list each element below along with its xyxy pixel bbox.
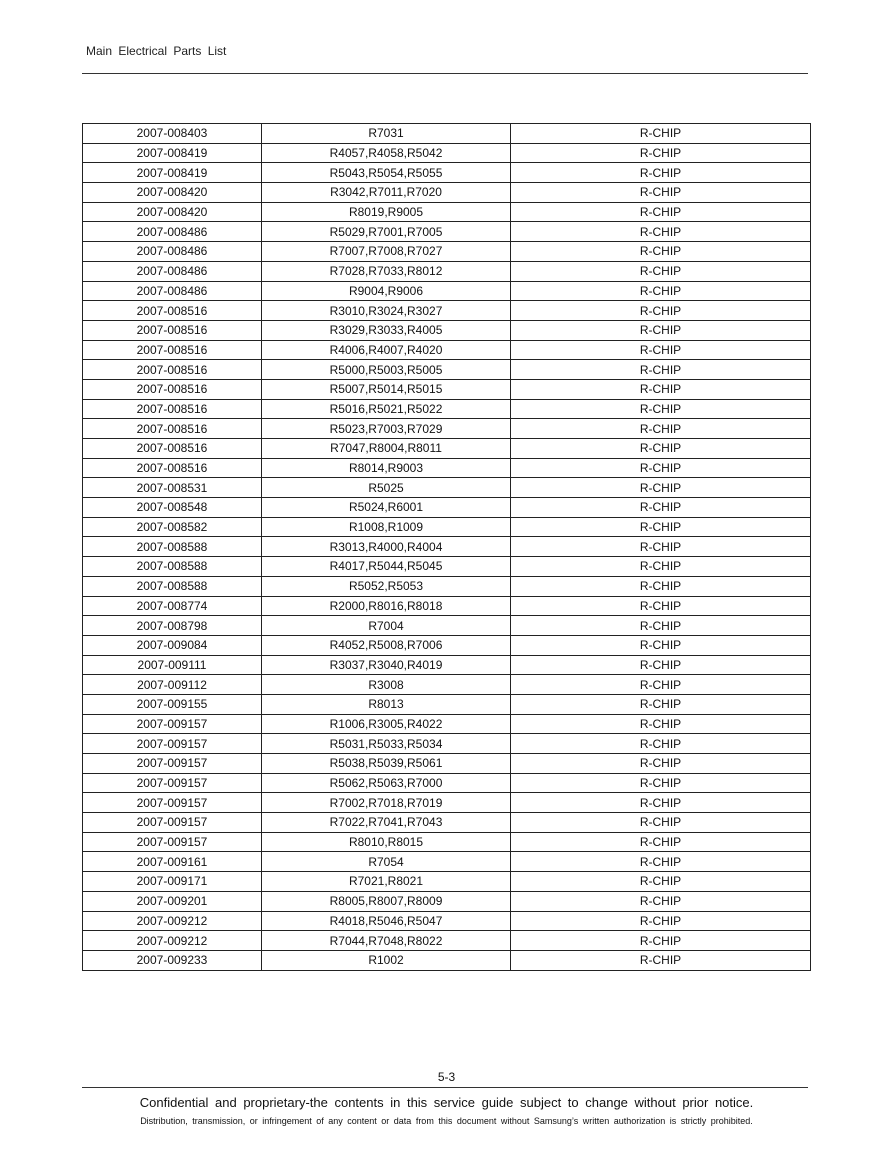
table-row — [83, 478, 811, 498]
description-cell: R-CHIP — [511, 261, 811, 281]
table-row — [83, 872, 811, 892]
part-number-cell: 2007-009157 — [83, 832, 262, 852]
location-cell: R4017,R5044,R5045 — [262, 557, 511, 577]
location-cell: R4052,R5008,R7006 — [262, 635, 511, 655]
description-cell: R-CHIP — [511, 478, 811, 498]
table-row — [83, 675, 811, 695]
part-number-cell: 2007-008516 — [83, 360, 262, 380]
part-number-cell: 2007-008486 — [83, 222, 262, 242]
table-row — [83, 163, 811, 183]
part-number-cell: 2007-009157 — [83, 754, 262, 774]
description-cell: R-CHIP — [511, 950, 811, 970]
description-cell: R-CHIP — [511, 635, 811, 655]
part-number-cell: 2007-008588 — [83, 537, 262, 557]
table-row — [83, 419, 811, 439]
description-cell: R-CHIP — [511, 734, 811, 754]
description-cell: R-CHIP — [511, 911, 811, 931]
part-number-cell: 2007-008420 — [83, 202, 262, 222]
table-row — [83, 517, 811, 537]
location-cell: R4057,R4058,R5042 — [262, 143, 511, 163]
part-number-cell: 2007-009233 — [83, 950, 262, 970]
description-cell: R-CHIP — [511, 183, 811, 203]
description-cell: R-CHIP — [511, 537, 811, 557]
part-number-cell: 2007-008516 — [83, 379, 262, 399]
part-number-cell: 2007-009111 — [83, 655, 262, 675]
confidential-notice: Confidential and proprietary-the contents in this service guide subject to change without prior notice. — [139, 1095, 754, 1110]
table-row — [83, 635, 811, 655]
page-number: 5-3 — [437, 1070, 456, 1084]
table-row — [83, 950, 811, 970]
location-cell: R8019,R9005 — [262, 202, 511, 222]
location-cell: R1006,R3005,R4022 — [262, 714, 511, 734]
description-cell: R-CHIP — [511, 694, 811, 714]
table-row — [83, 813, 811, 833]
location-cell: R5043,R5054,R5055 — [262, 163, 511, 183]
part-number-cell: 2007-008516 — [83, 399, 262, 419]
description-cell: R-CHIP — [511, 320, 811, 340]
table-row — [83, 281, 811, 301]
part-number-cell: 2007-008516 — [83, 340, 262, 360]
table-row — [83, 498, 811, 518]
location-cell: R3013,R4000,R4004 — [262, 537, 511, 557]
table-row — [83, 537, 811, 557]
part-number-cell: 2007-008588 — [83, 557, 262, 577]
table-row — [83, 714, 811, 734]
table-row — [83, 379, 811, 399]
table-row — [83, 754, 811, 774]
description-cell: R-CHIP — [511, 813, 811, 833]
location-cell: R7031 — [262, 124, 511, 144]
description-cell: R-CHIP — [511, 754, 811, 774]
table-row — [83, 222, 811, 242]
location-cell: R7047,R8004,R8011 — [262, 439, 511, 459]
location-cell: R3008 — [262, 675, 511, 695]
location-cell: R7022,R7041,R7043 — [262, 813, 511, 833]
table-row — [83, 911, 811, 931]
description-cell: R-CHIP — [511, 281, 811, 301]
part-number-cell: 2007-009112 — [83, 675, 262, 695]
table-row — [83, 694, 811, 714]
part-number-cell: 2007-008420 — [83, 183, 262, 203]
location-cell: R7007,R7008,R7027 — [262, 242, 511, 262]
table-row — [83, 439, 811, 459]
table-row — [83, 596, 811, 616]
description-cell: R-CHIP — [511, 202, 811, 222]
table-row — [83, 734, 811, 754]
description-cell: R-CHIP — [511, 891, 811, 911]
location-cell: R2000,R8016,R8018 — [262, 596, 511, 616]
description-cell: R-CHIP — [511, 557, 811, 577]
location-cell: R7002,R7018,R7019 — [262, 793, 511, 813]
footer-divider — [82, 1087, 808, 1088]
table-row — [83, 202, 811, 222]
table-row — [83, 891, 811, 911]
part-number-cell: 2007-008516 — [83, 458, 262, 478]
location-cell: R3037,R3040,R4019 — [262, 655, 511, 675]
part-number-cell: 2007-009155 — [83, 694, 262, 714]
location-cell: R3042,R7011,R7020 — [262, 183, 511, 203]
description-cell: R-CHIP — [511, 872, 811, 892]
part-number-cell: 2007-009161 — [83, 852, 262, 872]
part-number-cell: 2007-008531 — [83, 478, 262, 498]
part-number-cell: 2007-008516 — [83, 320, 262, 340]
table-row — [83, 261, 811, 281]
description-cell: R-CHIP — [511, 596, 811, 616]
table-row — [83, 242, 811, 262]
part-number-cell: 2007-009157 — [83, 734, 262, 754]
page-header-title: Main Electrical Parts List — [86, 44, 227, 58]
part-number-cell: 2007-009157 — [83, 793, 262, 813]
part-number-cell: 2007-008419 — [83, 143, 262, 163]
parts-table — [82, 123, 811, 971]
description-cell: R-CHIP — [511, 498, 811, 518]
location-cell: R8014,R9003 — [262, 458, 511, 478]
description-cell: R-CHIP — [511, 222, 811, 242]
part-number-cell: 2007-008486 — [83, 242, 262, 262]
description-cell: R-CHIP — [511, 143, 811, 163]
description-cell: R-CHIP — [511, 399, 811, 419]
description-cell: R-CHIP — [511, 301, 811, 321]
location-cell: R4018,R5046,R5047 — [262, 911, 511, 931]
description-cell: R-CHIP — [511, 773, 811, 793]
location-cell: R1002 — [262, 950, 511, 970]
part-number-cell: 2007-008419 — [83, 163, 262, 183]
part-number-cell: 2007-008588 — [83, 576, 262, 596]
part-number-cell: 2007-008774 — [83, 596, 262, 616]
location-cell: R4006,R4007,R4020 — [262, 340, 511, 360]
description-cell: R-CHIP — [511, 852, 811, 872]
location-cell: R5025 — [262, 478, 511, 498]
part-number-cell: 2007-008798 — [83, 616, 262, 636]
description-cell: R-CHIP — [511, 793, 811, 813]
part-number-cell: 2007-008582 — [83, 517, 262, 537]
part-number-cell: 2007-009084 — [83, 635, 262, 655]
description-cell: R-CHIP — [511, 360, 811, 380]
part-number-cell: 2007-008403 — [83, 124, 262, 144]
part-number-cell: 2007-008548 — [83, 498, 262, 518]
location-cell: R8010,R8015 — [262, 832, 511, 852]
table-row — [83, 183, 811, 203]
location-cell: R7054 — [262, 852, 511, 872]
description-cell: R-CHIP — [511, 616, 811, 636]
location-cell: R5062,R5063,R7000 — [262, 773, 511, 793]
table-row — [83, 557, 811, 577]
description-cell: R-CHIP — [511, 163, 811, 183]
part-number-cell: 2007-009212 — [83, 931, 262, 951]
location-cell: R5007,R5014,R5015 — [262, 379, 511, 399]
part-number-cell: 2007-008486 — [83, 261, 262, 281]
table-row — [83, 399, 811, 419]
location-cell: R5023,R7003,R7029 — [262, 419, 511, 439]
table-row — [83, 832, 811, 852]
location-cell: R8013 — [262, 694, 511, 714]
location-cell: R9004,R9006 — [262, 281, 511, 301]
description-cell: R-CHIP — [511, 379, 811, 399]
location-cell: R3029,R3033,R4005 — [262, 320, 511, 340]
part-number-cell: 2007-009157 — [83, 773, 262, 793]
description-cell: R-CHIP — [511, 517, 811, 537]
description-cell: R-CHIP — [511, 655, 811, 675]
table-row — [83, 773, 811, 793]
location-cell: R7028,R7033,R8012 — [262, 261, 511, 281]
parts-table-body — [83, 124, 811, 971]
table-row — [83, 931, 811, 951]
location-cell: R5052,R5053 — [262, 576, 511, 596]
description-cell: R-CHIP — [511, 931, 811, 951]
part-number-cell: 2007-009201 — [83, 891, 262, 911]
part-number-cell: 2007-009212 — [83, 911, 262, 931]
header-divider — [82, 73, 808, 74]
description-cell: R-CHIP — [511, 576, 811, 596]
part-number-cell: 2007-008486 — [83, 281, 262, 301]
part-number-cell: 2007-008516 — [83, 419, 262, 439]
table-row — [83, 655, 811, 675]
location-cell: R7021,R8021 — [262, 872, 511, 892]
part-number-cell: 2007-008516 — [83, 301, 262, 321]
table-row — [83, 124, 811, 144]
table-row — [83, 360, 811, 380]
description-cell: R-CHIP — [511, 419, 811, 439]
table-row — [83, 793, 811, 813]
table-row — [83, 340, 811, 360]
table-row — [83, 301, 811, 321]
part-number-cell: 2007-008516 — [83, 439, 262, 459]
description-cell: R-CHIP — [511, 439, 811, 459]
part-number-cell: 2007-009171 — [83, 872, 262, 892]
description-cell: R-CHIP — [511, 458, 811, 478]
location-cell: R5031,R5033,R5034 — [262, 734, 511, 754]
description-cell: R-CHIP — [511, 675, 811, 695]
part-number-cell: 2007-009157 — [83, 813, 262, 833]
location-cell: R8005,R8007,R8009 — [262, 891, 511, 911]
location-cell: R5029,R7001,R7005 — [262, 222, 511, 242]
description-cell: R-CHIP — [511, 832, 811, 852]
location-cell: R5038,R5039,R5061 — [262, 754, 511, 774]
description-cell: R-CHIP — [511, 340, 811, 360]
table-row — [83, 576, 811, 596]
location-cell: R5016,R5021,R5022 — [262, 399, 511, 419]
description-cell: R-CHIP — [511, 242, 811, 262]
table-row — [83, 458, 811, 478]
location-cell: R7044,R7048,R8022 — [262, 931, 511, 951]
table-row — [83, 143, 811, 163]
table-row — [83, 852, 811, 872]
location-cell: R7004 — [262, 616, 511, 636]
location-cell: R5024,R6001 — [262, 498, 511, 518]
location-cell: R5000,R5003,R5005 — [262, 360, 511, 380]
table-row — [83, 616, 811, 636]
location-cell: R1008,R1009 — [262, 517, 511, 537]
distribution-notice: Distribution, transmission, or infringement of any content or data from this document without Samsung’s written authorization is strictly prohibited. — [140, 1116, 753, 1126]
description-cell: R-CHIP — [511, 714, 811, 734]
description-cell: R-CHIP — [511, 124, 811, 144]
table-row — [83, 320, 811, 340]
part-number-cell: 2007-009157 — [83, 714, 262, 734]
location-cell: R3010,R3024,R3027 — [262, 301, 511, 321]
